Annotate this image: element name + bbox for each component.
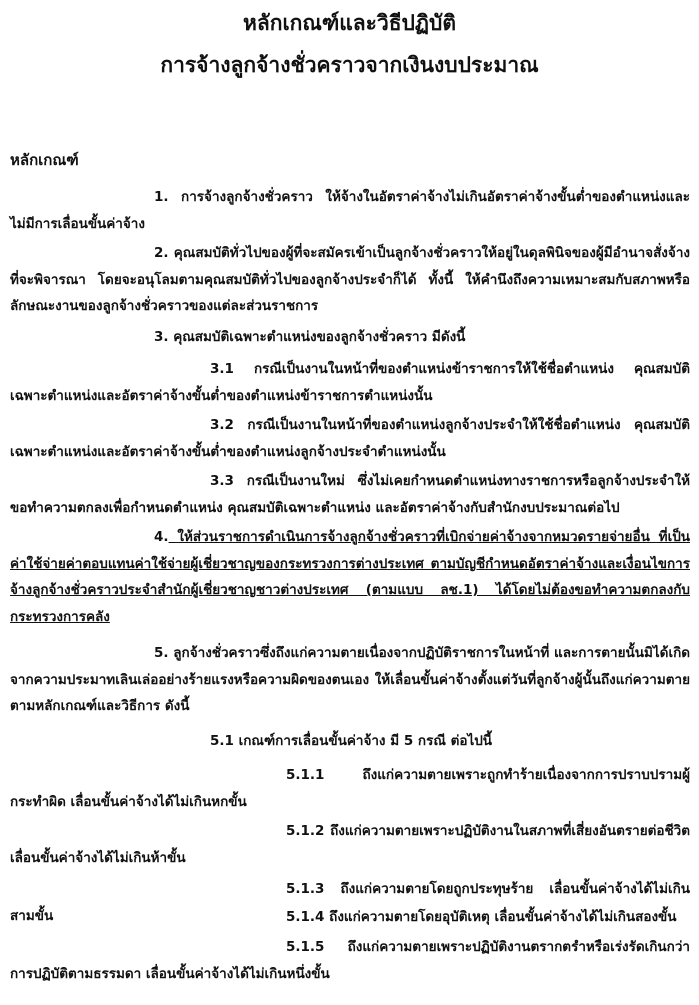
clause-number: 3.1 [210, 361, 234, 377]
clause-number: 5. [154, 645, 169, 661]
clause-number: 3. [154, 329, 169, 345]
clause-number: 3.2 [210, 417, 234, 433]
clause-5-1-5 [10, 934, 690, 987]
clause-text: ถึงแก่ความตายเพราะถูกทำร้ายเนื่องจากการปราบปรามผู้กระทำผิด เลื่อนขั้นค่าจ้างได้ไม่เกินหกขั้น [10, 767, 690, 810]
clause-text: เกณฑ์การเลื่อนขั้นค่าจ้าง มี 5 กรณี ต่อไปนี้ [238, 733, 493, 749]
clause-text: คุณสมบัติทั่วไปของผู้ที่จะสมัครเข้าเป็นลูกจ้างชั่วคราวให้อยู่ในดุลพินิจของผู้มีอำนาจสั่งจ้างที่จะพิจารณา โดยจะอนุโลมตามคุณสมบัติทั่วไปของลูกจ้างประจำก็ได้ ทั้งนี้ ให้คำนึงถึงความเหมาะสมกับสภาพหรือลักษณะงานของลูกจ้างชั่วคราวของแต่ละส่วนราชการ [10, 245, 690, 314]
clause-number: 5.1.2 [286, 823, 325, 839]
clause-text: ให้ส่วนราชการดำเนินการจ้างลูกจ้างชั่วคราวที่เบิกจ่ายค่าจ้างจากหมวดรายจ่ายอื่น ที่เป็นค่าใช้จ่ายค่าตอบแทนค่าใช้จ่ายผู้เชี่ยวชาญของกระทรวงการต่างประเทศ ตามบัญชีกำหนดอัตราค่าจ้างและเงื่อนไขการจ้างลูกจ้างชั่วคราวประจำสำนักผู้เชี่ยวชาญชาวต่างประเทศ (ตามแบบ ลช.1) ได้โดยไม่ต้องขอทำความตกลงกับกระทรวงการคลัง [10, 529, 690, 625]
document-title: หลักเกณฑ์และวิธีปฏิบัติ [243, 11, 456, 35]
clause-1 [10, 184, 690, 237]
clause-5-1 [10, 728, 690, 755]
clause-number: 5.1 [210, 733, 234, 749]
clause-5-1-4 [10, 904, 690, 931]
clause-number: 5.1.3 [286, 881, 325, 897]
clause-text: คุณสมบัติเฉพาะตำแหน่งของลูกจ้างชั่วคราว มีดังนี้ [173, 329, 466, 345]
clause-3-1 [10, 356, 690, 409]
clause-number: 5.1.1 [286, 767, 325, 783]
clause-3-3 [10, 468, 690, 521]
clause-text: ลูกจ้างชั่วคราวซึ่งถึงแก่ความตายเนื่องจากปฏิบัติราชการในหน้าที่ และการตายนั้นมิได้เกิดจากความประมาทเลินเล่ออย่างร้ายแรงหรือความผิดของตนเอง ให้เลื่อนขั้นค่าจ้างตั้งแต่วันที่ลูกจ้างผู้นั้นถึงแก่ความตาย ตามหลักเกณฑ์และวิธีการ ดังนี้ [10, 645, 691, 714]
clause-number: 4. [154, 529, 169, 545]
clause-text: ถึงแก่ความตายเพราะปฏิบัติงานในสภาพที่เสี่ยงอันตรายต่อชีวิต เลื่อนขั้นค่าจ้างได้ไม่เกินห้าขั้น [10, 823, 690, 866]
clause-text: กรณีเป็นงานในหน้าที่ของตำแหน่งลูกจ้างประจำให้ใช้ชื่อตำแหน่ง คุณสมบัติเฉพาะตำแหน่งและอัตราค่าจ้างขั้นต่ำของตำแหน่งลูกจ้างประจำตำแหน่งนั้น [10, 417, 690, 460]
clause-number: 5.1.5 [286, 939, 325, 955]
clause-number: 5.1.4 [286, 909, 325, 925]
clause-5-1-2 [10, 818, 690, 871]
clause-5-1-1 [10, 762, 690, 815]
clause-text: ถึงแก่ความตายโดยอุบัติเหตุ เลื่อนขั้นค่าจ้างได้ไม่เกินสองขั้น [329, 909, 677, 925]
clause-2 [10, 240, 690, 320]
clause-text: กรณีเป็นงานใหม่ ซึ่งไม่เคยกำหนดตำแหน่งทางราชการหรือลูกจ้างประจำให้ขอทำความตกลงเพื่อกำหนดตำแหน่ง คุณสมบัติเฉพาะตำแหน่ง และอัตราค่าจ้างกับสำนักงบประมาณต่อไป [10, 473, 690, 516]
clause-text: การจ้างลูกจ้างชั่วคราว ให้จ้างในอัตราค่าจ้างไม่เกินอัตราค่าจ้างขั้นต่ำของตำแหน่งและไม่มีการเลื่อนขั้นค่าจ้าง [10, 189, 690, 232]
clause-5 [10, 640, 690, 720]
section-heading: หลักเกณฑ์ [10, 151, 79, 169]
clause-number: 2. [154, 245, 169, 261]
clause-3-2 [10, 412, 690, 465]
clause-text: ถึงแก่ความตายเพราะปฏิบัติงานตรากตรำหรือเร่งรัดเกินกว่าการปฏิบัติตามธรรมดา เลื่อนขั้นค่าจ้างได้ไม่เกินหนึ่งขั้น [10, 939, 690, 982]
clause-3 [10, 324, 690, 351]
clause-text: กรณีเป็นงานในหน้าที่ของตำแหน่งข้าราชการให้ใช้ชื่อตำแหน่ง คุณสมบัติเฉพาะตำแหน่งและอัตราค่าจ้างขั้นต่ำของตำแหน่งข้าราชการตำแหน่งนั้น [10, 361, 690, 404]
clause-number: 3.3 [210, 473, 234, 489]
clause-4 [10, 524, 690, 630]
clause-number: 1. [154, 189, 169, 205]
clause-text: ถึงแก่ความตายโดยถูกประทุษร้าย เลื่อนขั้นค่าจ้างได้ไม่เกินสามขั้น [10, 881, 691, 924]
document-subtitle: การจ้างลูกจ้างชั่วคราวจากเงินงบประมาณ [160, 53, 539, 77]
